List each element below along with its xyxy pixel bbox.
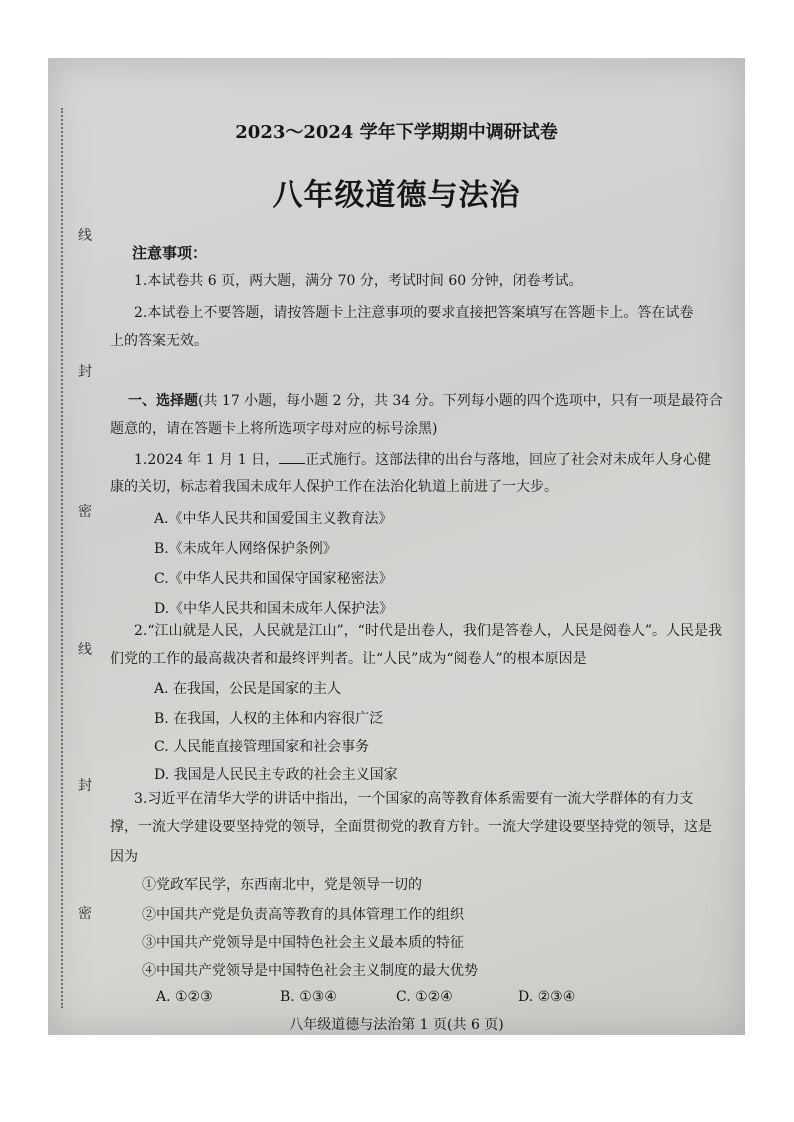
question-1-stem-line-1 (134, 450, 711, 469)
question-1-stem-line-2: 康的关切，标志着我国未成年人保护工作在法治化轨道上前进了一大步。 (110, 479, 558, 495)
question-3-option-a: A. ①②③ (156, 989, 213, 1005)
binding-char-mi-2: 密 (78, 906, 92, 922)
question-2-option-c: C. 人民能直接管理国家和社会事务 (154, 739, 370, 755)
binding-char-xian-2: 线 (78, 642, 92, 658)
binding-margin-dotted-line (61, 108, 63, 1008)
section-1-desc-line-2: 题意的，请在答题卡上将所选项字母对应的标号涂黑) (110, 421, 438, 437)
question-1-option-c: C.《中华人民共和国保守国家秘密法》 (154, 571, 393, 587)
question-3-stem-line-3: 因为 (110, 849, 138, 865)
notice-item-2-line-2: 上的答案无效。 (110, 333, 208, 349)
question-1-stem-pre: 1.2024 年 1 月 1 日， (134, 452, 280, 468)
question-3-option-b: B. ①③④ (280, 989, 337, 1005)
exam-period-title: 2023～2024 学年下学期期中调研试卷 (235, 122, 558, 143)
section-1-intro-line-1 (128, 392, 723, 410)
question-3-option-d: D. ②③④ (518, 989, 576, 1005)
exam-page (48, 58, 745, 1035)
question-2-option-b: B. 在我国，人权的主体和内容很广泛 (154, 711, 384, 727)
question-3-option-c: C. ①②④ (396, 989, 453, 1005)
notice-item-1: 1.本试卷共 6 页，两大题，满分 70 分，考试时间 60 分钟，闭卷考试。 (134, 273, 583, 289)
question-1-option-b: B.《未成年人网络保护条例》 (154, 541, 337, 557)
notice-item-2-line-1: 2.本试卷上不要答题，请按答题卡上注意事项的要求直接把答案填写在答题卡上。答在试卷 (134, 305, 694, 321)
question-2-stem-line-1: 2.“江山就是人民，人民就是江山”，“时代是出卷人，我们是答卷人，人民是阅卷人”。人民是我 (134, 623, 722, 639)
binding-char-mi: 密 (78, 504, 92, 520)
question-3-item-1: ①党政军民学，东西南北中，党是领导一切的 (142, 877, 422, 893)
notice-heading: 注意事项： (132, 244, 208, 262)
page-footer: 八年级道德与法治第 1 页(共 6 页) (289, 1017, 504, 1033)
question-3-item-3: ③中国共产党领导是中国特色社会主义最本质的特征 (142, 935, 464, 951)
question-3-item-4: ④中国共产党领导是中国特色社会主义制度的最大优势 (142, 963, 478, 979)
question-2-stem-line-2: 们党的工作的最高裁决者和最终评判者。让“人民”成为“阅卷人”的根本原因是 (110, 651, 587, 667)
exam-subject-title: 八年级道德与法治 (272, 178, 521, 213)
question-1-option-d: D.《中华人民共和国未成年人保护法》 (154, 601, 394, 617)
section-1-title: 一、选择题 (128, 393, 198, 409)
section-1-desc-line-1: (共 17 小题，每小题 2 分，共 34 分。下列每小题的四个选项中，只有一项是最符合 (198, 393, 723, 409)
question-1-answer-blank (279, 450, 305, 464)
binding-char-feng: 封 (78, 364, 92, 380)
question-3-stem-line-1: 3.习近平在清华大学的讲话中指出，一个国家的高等教育体系需要有一流大学群体的有力支 (134, 791, 694, 807)
question-2-option-a: A. 在我国，公民是国家的主人 (154, 681, 342, 697)
binding-char-feng-2: 封 (78, 778, 92, 794)
question-3-stem-line-2: 撑，一流大学建设要坚持党的领导，全面贯彻党的教育方针。一流大学建设要坚持党的领导，这是 (110, 819, 712, 835)
binding-char-xian: 线 (78, 228, 92, 244)
question-2-option-d: D. 我国是人民民主专政的社会主义国家 (154, 767, 398, 783)
question-1-option-a: A.《中华人民共和国爱国主义教育法》 (154, 511, 393, 527)
question-1-stem-post: 正式施行。这部法律的出台与落地，回应了社会对未成年人身心健 (305, 452, 712, 468)
question-3-item-2: ②中国共产党是负责高等教育的具体管理工作的组织 (142, 907, 464, 923)
